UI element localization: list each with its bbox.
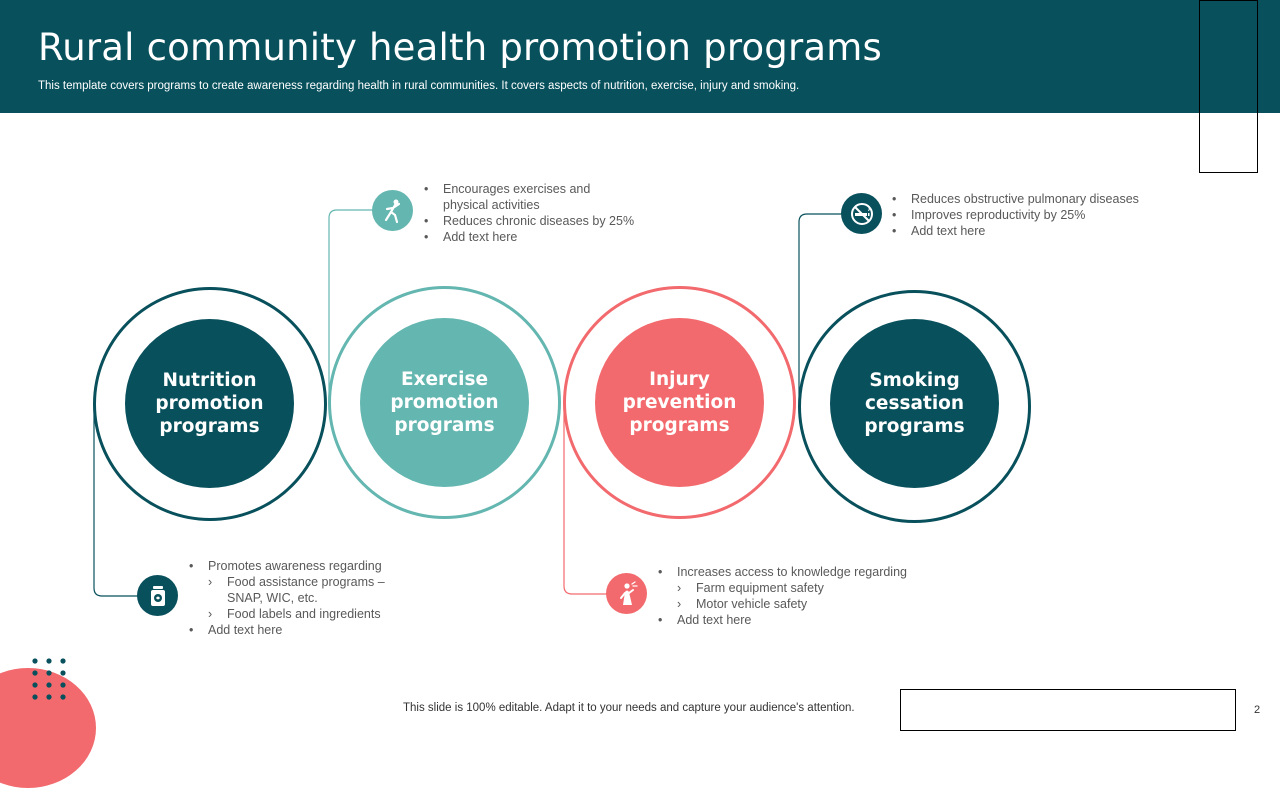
- smoking-title-line2: cessation: [864, 393, 965, 414]
- nutrition-sub-bullet-1-cont: SNAP, WIC, etc.: [227, 591, 318, 605]
- injury-title-line2: prevention: [622, 392, 737, 413]
- nutrition-bullet-1: • Promotes awareness regarding: [189, 558, 385, 574]
- nutrition-sub-bullet-1: › Food assistance programs –: [189, 574, 385, 590]
- smoking-circle[interactable]: [830, 319, 999, 488]
- nutrition-sub-bullet-2: › Food labels and ingredients: [189, 606, 385, 622]
- injury-sub-bullet-2: › Motor vehicle safety: [658, 596, 907, 612]
- smoking-bullet-2: • Improves reproductivity by 25%: [892, 207, 1139, 223]
- exercise-bullet-1: • Encourages exercises and: [424, 181, 634, 197]
- exercise-title-line2: promotion: [390, 392, 499, 413]
- injury-circle[interactable]: [595, 318, 764, 487]
- placeholder-box-bottom: [900, 689, 1236, 731]
- exercise-circle[interactable]: [360, 318, 529, 487]
- footer-text: This slide is 100% editable. Adapt it to your needs and capture your audience's attention.: [403, 702, 855, 714]
- injured-person-icon: [606, 573, 647, 614]
- nutrition-title-line1: Nutrition: [162, 370, 257, 391]
- exercise-title-line1: Exercise: [400, 369, 489, 390]
- running-person-icon: [372, 190, 413, 231]
- injury-title-line3: programs: [629, 415, 730, 436]
- no-smoking-icon: [841, 193, 882, 234]
- nutrition-title-line3: programs: [159, 416, 260, 437]
- injury-bullet-2: • Add text here: [658, 612, 907, 628]
- smoking-bullets: [892, 191, 1139, 239]
- exercise-bullets: [424, 181, 634, 245]
- injury-sub-bullet-1: › Farm equipment safety: [658, 580, 907, 596]
- injury-title-line1: Injury: [649, 369, 710, 390]
- page-title: Rural community health promotion programs: [38, 26, 882, 69]
- food-jar-icon: [137, 575, 178, 616]
- nutrition-title-line2: promotion: [155, 393, 264, 414]
- page-subtitle: This template covers programs to create awareness regarding health in rural communities. It covers aspects of nutrition, exercise, injury and smoking.: [38, 80, 800, 92]
- exercise-bullet-1-cont: physical activities: [443, 198, 540, 212]
- page-number: 2: [1254, 704, 1261, 716]
- smoking-title-line1: Smoking: [869, 370, 960, 391]
- decorative-dot-grid: [32, 658, 72, 708]
- injury-bullets: [658, 564, 907, 628]
- exercise-bullet-2: • Reduces chronic diseases by 25%: [424, 213, 634, 229]
- smoking-bullet-1: • Reduces obstructive pulmonary diseases: [892, 191, 1139, 207]
- nutrition-bullet-2: • Add text here: [189, 622, 385, 638]
- exercise-title-line3: programs: [394, 415, 495, 436]
- nutrition-bullets: [189, 558, 385, 638]
- injury-bullet-1: • Increases access to knowledge regarding: [658, 564, 907, 580]
- nutrition-circle[interactable]: [125, 319, 294, 488]
- exercise-bullet-3: • Add text here: [424, 229, 634, 245]
- smoking-title-line3: programs: [864, 416, 965, 437]
- smoking-bullet-3: • Add text here: [892, 223, 1139, 239]
